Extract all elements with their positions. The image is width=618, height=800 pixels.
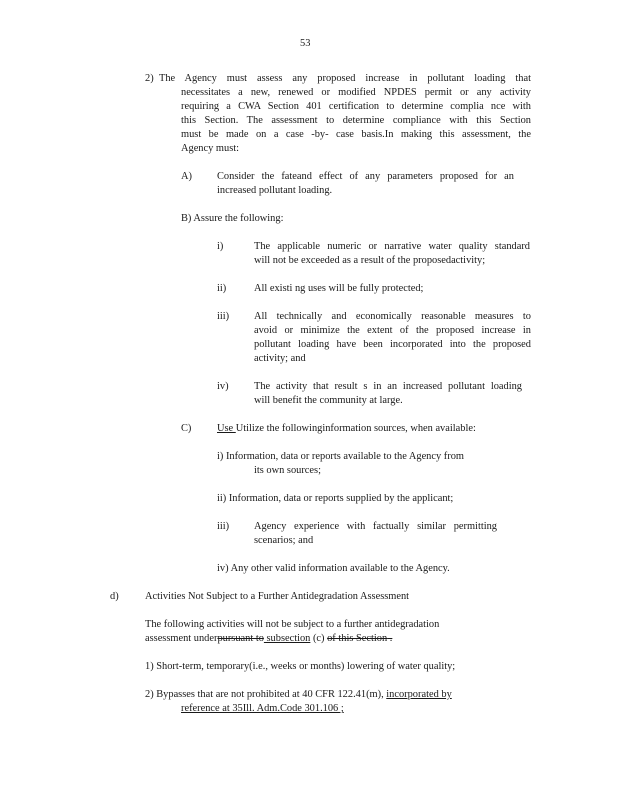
item-c-i-text: i) Information, data or reports available to the Agency from	[217, 451, 464, 462]
item-b-iv-marker: iv)	[217, 381, 229, 392]
page-number: 53	[300, 38, 311, 49]
item-c-ii-text: ii) Information, data or reports supplied by the applicant;	[217, 493, 454, 504]
section-d-intro-line: The following activities will not be subject to a further antidegradation	[145, 619, 440, 630]
item-b-ii-text: All existi ng uses will be fully protected;	[254, 283, 424, 294]
section-d-intro-line	[145, 632, 392, 646]
item-d-2-text	[145, 688, 452, 702]
item-c-iv-text: iv) Any other valid information available to the Agency.	[217, 563, 450, 574]
item-2-line: requiring a CWA Section 401 certification to determine complia nce with	[181, 101, 531, 112]
item-b-iii-line: pollutant loading have been incorporated into the proposed	[254, 339, 531, 350]
item-2-marker: 2)	[145, 73, 154, 84]
item-b-i-marker: i)	[217, 241, 224, 252]
item-2-line: this Section. The assessment to determine compliance with this Section	[181, 115, 531, 126]
item-c-i-continuation: its own sources;	[254, 465, 321, 476]
section-d-heading: Activities Not Subject to a Further Antidegradation Assessment	[145, 591, 410, 602]
item-c-text	[217, 422, 476, 436]
item-b-i-text	[254, 240, 530, 268]
item-2-line: must be made on a case -by- case basis.In making this assessment, the	[181, 129, 531, 140]
item-b-i-line: The applicable numeric or narrative water quality standard	[254, 241, 530, 252]
section-d-marker: d)	[110, 591, 119, 602]
item-b-ii-marker: ii)	[217, 283, 227, 294]
item-d-2-continuation	[181, 702, 344, 716]
item-c-line: Utilize the followinginformation sources, when available:	[235, 423, 476, 434]
item-b-iii-marker: iii)	[217, 311, 230, 322]
intro-text: .	[387, 633, 393, 644]
item-c-iii-marker: iii)	[217, 521, 230, 532]
item-b-i-line: will not be exceeded as a result of the proposedactivity;	[254, 255, 486, 266]
intro-text: (c)	[310, 633, 328, 644]
item-c-iii-text	[254, 520, 497, 548]
item-a-line: Consider the fateand effect of any parameters proposed for an	[217, 171, 514, 182]
item-c-marker: C)	[181, 423, 192, 434]
item-b-heading: B) Assure the following:	[181, 213, 284, 224]
item-b-iii-line: avoid or minimize the extent of the proposed increase in	[254, 325, 531, 336]
intro-text: assessment under	[145, 633, 218, 644]
item-c-deleted-word: Use	[217, 423, 236, 434]
item-c-iii-line: Agency experience with factually similar permitting	[254, 521, 497, 532]
item-b-iii-text	[254, 310, 531, 366]
struck-text: pursuant to	[217, 633, 264, 644]
item-c-iii-line: scenarios; and	[254, 535, 314, 546]
item-2-line: Agency must:	[181, 143, 240, 154]
item-b-iv-line: will benefit the community at large.	[254, 395, 403, 406]
item-2-line: The Agency must assess any proposed increase in pollutant loading that	[159, 73, 531, 84]
item-2-line: necessitates a new, renewed or modified NPDES permit or any activity	[181, 87, 531, 98]
item-2-text	[159, 72, 531, 156]
inserted-text: reference at 35Ill. Adm.Code 301.106 ;	[181, 703, 344, 714]
item-a-marker: A)	[181, 171, 192, 182]
inserted-text: subsection	[263, 633, 311, 644]
inserted-text: incorporated by	[386, 689, 452, 700]
struck-text: of this Section	[327, 633, 388, 644]
item-b-iv-line: The activity that result s in an increased pollutant loading	[254, 381, 522, 392]
item-b-iii-line: activity; and	[254, 353, 306, 364]
item-b-iv-text	[254, 380, 522, 408]
item-a-line: increased pollutant loading.	[217, 185, 333, 196]
item-d-1-text: 1) Short-term, temporary(i.e., weeks or months) lowering of water quality;	[145, 661, 456, 672]
item-b-iii-line: All technically and economically reasonable measures to	[254, 311, 531, 322]
item-d-2-lead: 2) Bypasses that are not prohibited at 40 CFR 122.41(m),	[145, 689, 387, 700]
item-a-text	[217, 170, 514, 198]
